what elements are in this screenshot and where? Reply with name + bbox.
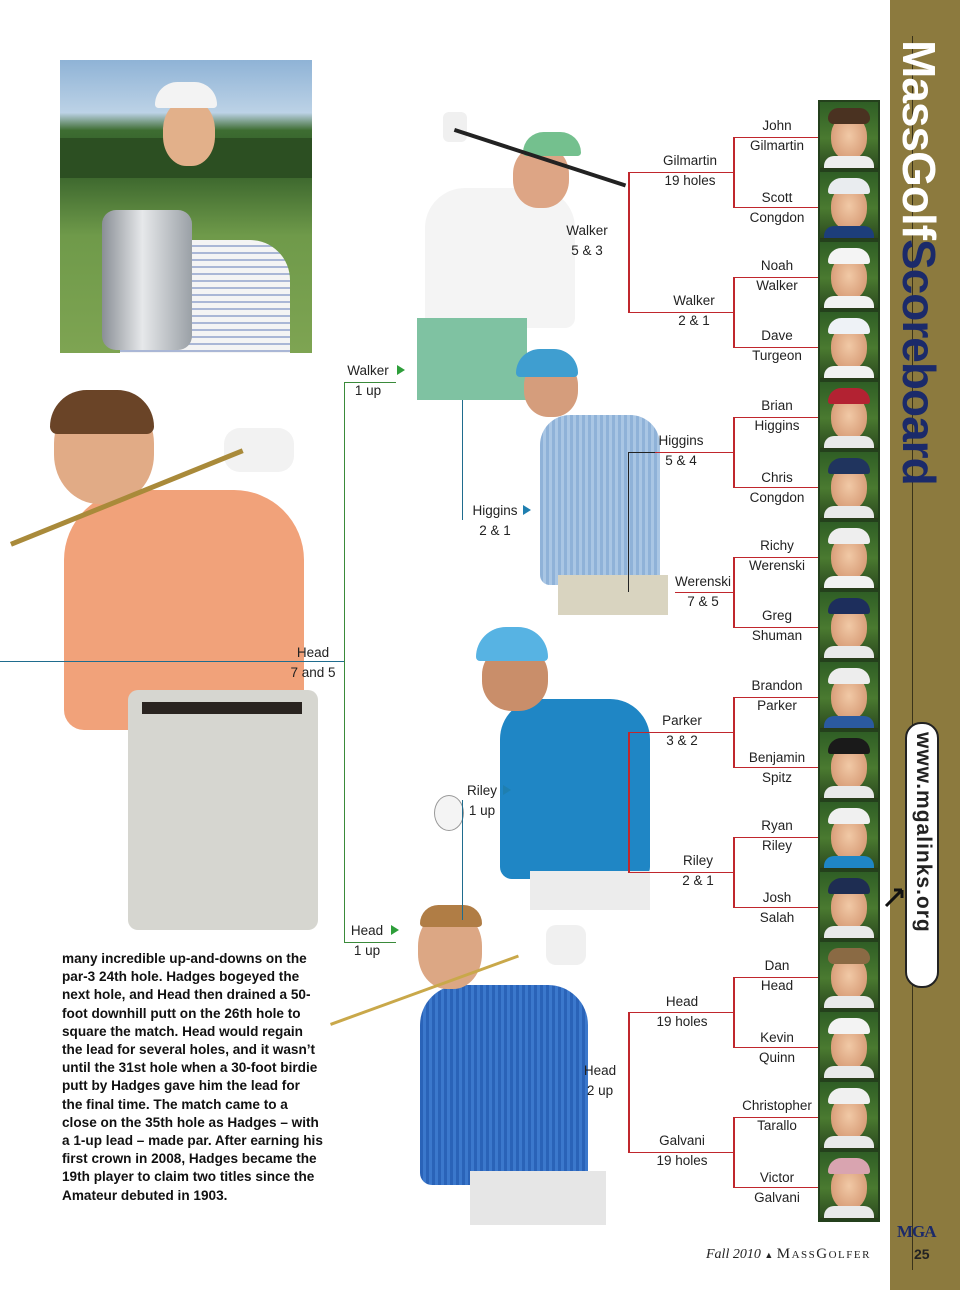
player-first-name: Ryan <box>761 818 793 833</box>
player-last-name: Turgeon <box>752 348 802 363</box>
bracket-entry <box>736 676 818 716</box>
player-headshot <box>820 1012 878 1079</box>
round2-result <box>642 711 722 751</box>
bracket-entry <box>736 748 818 788</box>
match-score: 5 & 4 <box>665 453 697 468</box>
player-first-name: Chris <box>761 470 793 485</box>
player-last-name: Salah <box>759 910 795 925</box>
player-first-name: John <box>762 118 792 133</box>
higgins-swing-photo <box>500 345 680 615</box>
match-score: 2 & 1 <box>479 523 511 538</box>
quarterfinal-result <box>466 501 524 541</box>
match-score: 19 holes <box>656 1014 708 1029</box>
semifinal-result <box>342 361 394 401</box>
bracket-entry <box>736 536 818 576</box>
bracket-entry <box>736 188 818 228</box>
player-first-name: Christopher <box>742 1098 812 1113</box>
bracket-entry <box>736 888 818 928</box>
brand-massgolf: MassGolf <box>893 40 945 240</box>
match-score: 2 & 1 <box>678 313 710 328</box>
bracket-entry <box>736 606 818 646</box>
player-first-name: Scott <box>761 190 793 205</box>
player-last-name: Tarallo <box>757 1118 797 1133</box>
player-first-name: Greg <box>761 608 792 623</box>
player-first-name: Dan <box>764 958 790 973</box>
match-score: 1 up <box>354 383 382 398</box>
bracket-entry <box>736 1168 818 1208</box>
player-headshot <box>820 452 878 519</box>
player-last-name: Shuman <box>751 628 803 643</box>
winner-name: Head <box>583 1063 617 1078</box>
quarterfinal-result <box>556 221 618 261</box>
winner-name: Head <box>665 994 699 1009</box>
mga-logo: MGA <box>897 1222 936 1241</box>
advance-arrow-icon <box>523 505 531 515</box>
bracket-entry <box>736 116 818 156</box>
match-score: 2 & 1 <box>682 873 714 888</box>
player-headshot <box>820 102 878 169</box>
winner-name: Gilmartin <box>662 153 717 168</box>
player-last-name: Quinn <box>758 1050 796 1065</box>
magazine-name: MassGolfer <box>776 1246 871 1262</box>
round2-result <box>642 1131 722 1171</box>
advance-arrow-icon <box>397 365 405 375</box>
quarterfinal-result <box>460 781 504 821</box>
player-last-name: Congdon <box>749 210 805 225</box>
player-headshot <box>820 942 878 1009</box>
page-number: 25 <box>914 1246 930 1262</box>
bracket-entry <box>736 1028 818 1068</box>
bracket-entry <box>736 816 818 856</box>
website-url[interactable]: www.mgalinks.org <box>912 732 935 933</box>
final-result <box>284 643 342 683</box>
player-last-name: Parker <box>757 698 797 713</box>
semifinal-result <box>344 921 390 961</box>
player-first-name: Brandon <box>751 678 803 693</box>
round2-result <box>665 572 741 612</box>
round2-result <box>642 992 722 1032</box>
round2-result <box>660 851 736 891</box>
bracket-entry <box>736 956 818 996</box>
winner-name: Higgins <box>658 433 704 448</box>
match-score: 1 up <box>353 943 381 958</box>
winner-name: Head <box>350 923 384 938</box>
page-footer <box>706 1246 871 1263</box>
player-last-name: Galvani <box>754 1190 800 1205</box>
bracket-entry <box>736 256 818 296</box>
player-first-name: Richy <box>760 538 794 553</box>
bracket-entry <box>736 396 818 436</box>
player-first-name: Kevin <box>760 1030 794 1045</box>
player-last-name: Riley <box>761 838 792 853</box>
bracket-entry <box>736 468 818 508</box>
bracket-entry <box>736 326 818 366</box>
round2-result <box>650 151 730 191</box>
player-headshot <box>820 662 878 729</box>
winner-name: Head <box>296 645 330 660</box>
player-headshot <box>820 872 878 939</box>
match-score: 7 and 5 <box>290 665 336 680</box>
player-headshot <box>820 1152 878 1219</box>
player-last-name: Head <box>760 978 794 993</box>
champion-trophy-photo <box>60 60 312 353</box>
winner-name: Riley <box>682 853 713 868</box>
player-last-name: Werenski <box>748 558 806 573</box>
player-last-name: Spitz <box>761 770 792 785</box>
player-first-name: Benjamin <box>748 750 806 765</box>
magazine-brand <box>890 40 960 560</box>
winner-name: Higgins <box>472 503 518 518</box>
match-score: 19 holes <box>656 1153 708 1168</box>
match-score: 2 up <box>586 1083 614 1098</box>
player-last-name: Higgins <box>754 418 800 433</box>
player-first-name: Dave <box>761 328 793 343</box>
player-headshot <box>820 802 878 869</box>
advance-arrow-icon <box>503 785 511 795</box>
advance-arrow-icon <box>391 925 399 935</box>
player-headshot <box>820 242 878 309</box>
player-headshot <box>820 172 878 239</box>
match-score: 7 & 5 <box>687 594 719 609</box>
brand-scoreboard: Scoreboard <box>893 239 945 485</box>
player-headshot <box>820 522 878 589</box>
issue-date: Fall 2010 <box>706 1247 761 1262</box>
player-first-name: Noah <box>760 258 794 273</box>
winner-name: Walker <box>347 363 389 378</box>
winner-name: Parker <box>662 713 702 728</box>
player-headshot <box>820 312 878 379</box>
player-first-name: Victor <box>759 1170 795 1185</box>
round2-result <box>642 431 720 471</box>
winner-name: Walker <box>566 223 608 238</box>
website-link[interactable] <box>905 722 939 988</box>
winner-name: Galvani <box>659 1133 705 1148</box>
round2-result <box>655 291 733 331</box>
player-first-name: Brian <box>761 398 793 413</box>
player-last-name: Congdon <box>749 490 805 505</box>
pointer-arrow-icon <box>884 884 908 908</box>
winner-name: Werenski <box>674 574 732 589</box>
player-headshot <box>820 1082 878 1149</box>
player-last-name: Walker <box>756 278 798 293</box>
match-score: 5 & 3 <box>571 243 603 258</box>
player-headshot <box>820 732 878 799</box>
bracket-entry <box>736 1096 818 1136</box>
quarterfinal-result <box>578 1061 622 1101</box>
winner-name: Riley <box>466 783 497 798</box>
footer-triangle-icon: ▲ <box>764 1250 774 1260</box>
match-score: 19 holes <box>664 173 716 188</box>
player-first-name: Josh <box>762 890 792 905</box>
match-score: 1 up <box>468 803 496 818</box>
match-score: 3 & 2 <box>666 733 698 748</box>
player-headshot <box>820 592 878 659</box>
winner-name: Walker <box>673 293 715 308</box>
player-last-name: Gilmartin <box>749 138 804 153</box>
riley-swing-photo <box>430 625 670 910</box>
player-headshot <box>820 382 878 449</box>
article-body: many incredible up-and-downs on the par-3 24th hole. Hadges bogeyed the next hole, and Head then drained a 50-foot downhill putt on the 26th hole to square the match. Head would regain the lead for several holes, and it wasn’t until the 31st hole when a 30-foot birdie putt by Hadges gave him the lead for the final time. The match came to a close on the 35th hole as Hadges – with a 1-up lead – made par. After earning his first crown in 2008, Hadges became the 19th player to claim two titles since the Amateur debuted in 1903. <box>62 951 323 1203</box>
